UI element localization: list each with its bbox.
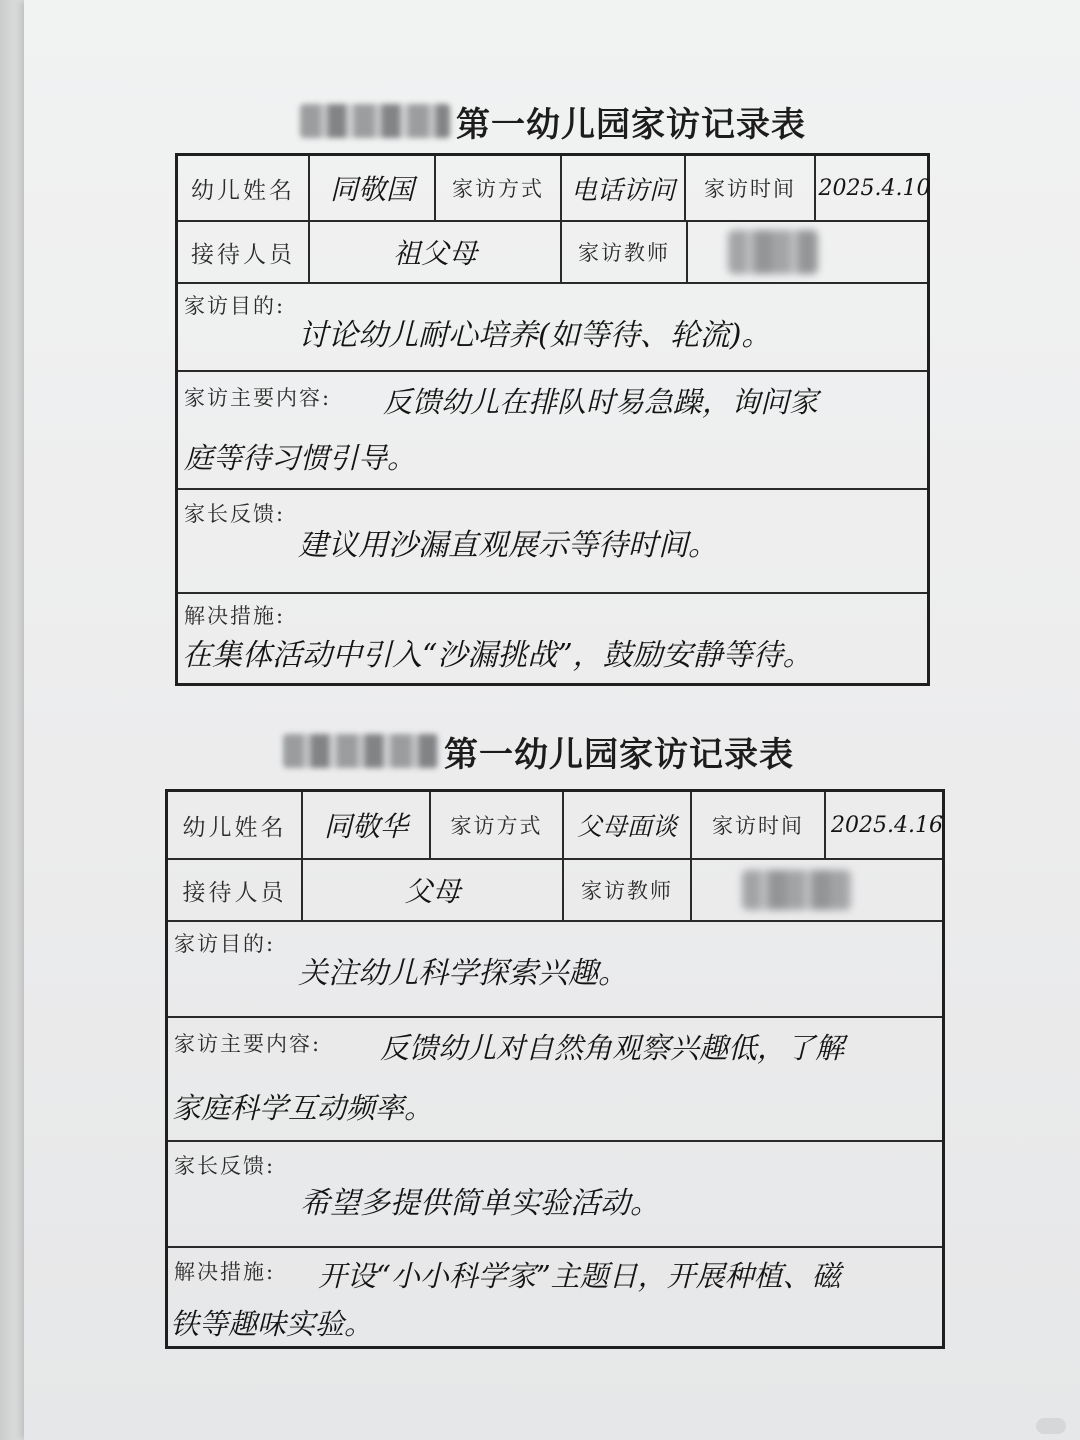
form2-purpose: 关注幼儿科学探索兴趣。 xyxy=(298,956,628,991)
form2-method: 父母面谈 xyxy=(564,792,692,858)
form2-receiver: 父母 xyxy=(303,860,564,920)
form1-label-method: 家访方式 xyxy=(436,156,562,220)
form2-solution-line1: 开设“小小科学家”主题日，开展种植、磁 xyxy=(318,1259,841,1293)
form1-label-receiver: 接待人员 xyxy=(178,222,310,282)
form2-row-feedback xyxy=(168,1142,942,1248)
form2-row-solution xyxy=(168,1248,942,1346)
form1-child-name: 同敬国 xyxy=(310,156,436,220)
form2-time: 2025.4.16 xyxy=(831,812,943,838)
form1-method: 电话访问 xyxy=(562,156,686,220)
form2-label-teacher: 家访教师 xyxy=(564,860,692,920)
form1-row-content xyxy=(178,372,927,490)
form2-content-line1: 反馈幼儿对自然角观察兴趣低，了解 xyxy=(380,1031,845,1065)
form1-redacted-school-name xyxy=(300,104,450,138)
form2-content-line2: 家庭科学互动频率。 xyxy=(172,1091,434,1125)
form2-label-receiver: 接待人员 xyxy=(168,860,303,920)
form1-label-teacher: 家访教师 xyxy=(578,241,670,265)
form2-label-child-name: 幼儿姓名 xyxy=(168,792,303,858)
form2-row-purpose xyxy=(168,922,942,1018)
form2-label-solution: 解决措施: xyxy=(174,1260,276,1284)
form2-label-content: 家访主要内容: xyxy=(174,1032,322,1056)
form1-solution: 在集体活动中引入“沙漏挑战”，鼓励安静等待。 xyxy=(182,638,813,673)
form1-row-people xyxy=(178,222,927,284)
form1-teacher-redacted xyxy=(686,222,933,282)
form1-title-text: 第一幼儿园家访记录表 xyxy=(456,104,806,145)
form2-solution-line2: 铁等趣味实验。 xyxy=(170,1307,374,1341)
form1-teacher-name-blur xyxy=(728,230,818,274)
form1-content-line1: 反馈幼儿在排队时易急躁，询问家 xyxy=(383,385,819,419)
form1-row-purpose xyxy=(178,284,927,372)
form1-row-solution xyxy=(178,594,927,683)
form1-title xyxy=(300,96,806,146)
form2-teacher-redacted xyxy=(692,860,948,920)
form2-redacted-school-name xyxy=(283,734,438,768)
form2-label-feedback: 家长反馈: xyxy=(174,1154,276,1178)
form2-table xyxy=(165,789,945,1349)
form2-row-content xyxy=(168,1018,942,1142)
form2-label-purpose: 家访目的: xyxy=(174,932,276,956)
form1-purpose: 讨论幼儿耐心培养(如等待、轮流)。 xyxy=(298,318,772,353)
form2-row-basic xyxy=(168,792,942,860)
form1-row-feedback xyxy=(178,490,927,594)
form2-title-text: 第一幼儿园家访记录表 xyxy=(444,734,794,775)
corner-watermark xyxy=(1036,1418,1066,1434)
form1-label-child-name: 幼儿姓名 xyxy=(178,156,310,220)
form1-table xyxy=(175,153,930,686)
form2-teacher-name-blur xyxy=(742,870,852,910)
form2-label-method: 家访方式 xyxy=(431,792,564,858)
form1-label-solution: 解决措施: xyxy=(184,604,286,628)
form1-feedback: 建议用沙漏直观展示等待时间。 xyxy=(298,528,718,563)
form1-label-content: 家访主要内容: xyxy=(184,386,332,410)
form2-label-time: 家访时间 xyxy=(692,792,826,858)
form1-label-purpose: 家访目的: xyxy=(184,294,286,318)
form1-time: 2025.4.10 xyxy=(818,175,931,201)
form1-content-line2: 庭等待习惯引导。 xyxy=(184,441,417,475)
form2-feedback: 希望多提供简单实验活动。 xyxy=(300,1186,660,1221)
form2-title xyxy=(283,726,794,776)
form2-row-people xyxy=(168,860,942,922)
form1-receiver: 祖父母 xyxy=(310,222,562,282)
form1-label-feedback: 家长反馈: xyxy=(184,502,286,526)
form1-label-time: 家访时间 xyxy=(686,156,816,220)
form1-row-basic xyxy=(178,156,931,222)
form2-child-name: 同敬华 xyxy=(303,792,431,858)
